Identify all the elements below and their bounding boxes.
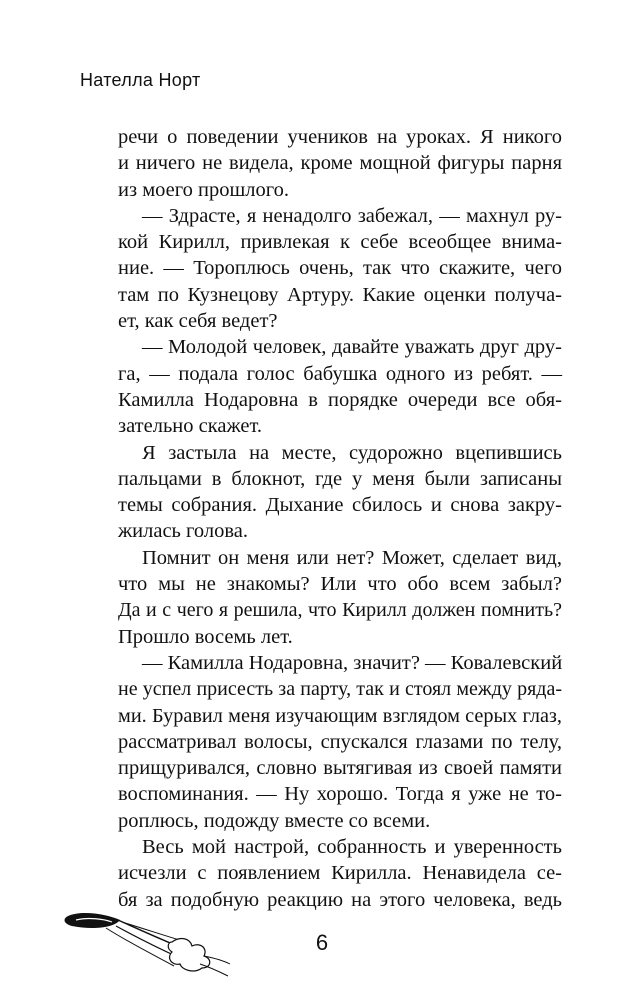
running-head-author: Нателла Норт bbox=[80, 70, 201, 90]
text-line: ние. — Тороплюсь очень, так что скажите, чего bbox=[118, 257, 562, 280]
page-body-text bbox=[118, 124, 562, 913]
text-line: и ничего не видела, кроме мощной фигуры парня bbox=[118, 152, 562, 175]
text-line: Камилла Нодаровна в порядке очереди все обя- bbox=[118, 388, 562, 411]
text-line: прищуривался, словно вытягивая из своей памяти bbox=[118, 757, 562, 780]
text-line: воспоминания. — Ну хорошо. Тогда я уже не то- bbox=[118, 783, 562, 806]
text-line: Я застыла на месте, судорожно вцепившись bbox=[142, 441, 562, 464]
text-line: Весь мой настрой, собранность и уверенность bbox=[142, 836, 562, 859]
text-line: ми. Буравил меня изучающим взглядом серых глаз, bbox=[118, 704, 562, 727]
text-line: пальцами в блокнот, где у меня были записаны bbox=[118, 467, 562, 490]
text-line: исчезли с появлением Кирилла. Ненавидела се- bbox=[118, 862, 562, 885]
text-line: — Камилла Нодаровна, значит? — Ковалевский bbox=[142, 651, 563, 674]
text-line: бя за подобную реакцию на этого человека, ведь bbox=[118, 888, 562, 911]
text-line: — Здрасте, я ненадолго забежал, — махнул ру- bbox=[142, 204, 562, 227]
text-line: жилась голова. bbox=[118, 520, 249, 543]
text-line: Да и с чего я решила, что Кирилл должен помнить? bbox=[118, 599, 562, 622]
text-line: га, — подала голос бабушка одного из ребят. — bbox=[118, 362, 562, 385]
text-line: что мы не знакомы? Или что обо всем забыл? bbox=[118, 573, 562, 596]
text-line: там по Кузнецову Артуру. Какие оценки получа- bbox=[118, 283, 562, 306]
text-line: — Молодой человек, давайте уважать друг дру- bbox=[142, 336, 562, 359]
text-line: речи о поведении учеников на уроках. Я никого bbox=[118, 126, 562, 148]
text-line: не успел присесть за парту, так и стоял между ряда- bbox=[118, 678, 562, 701]
text-line: кой Кирилл, привлекая к себе всеобщее внима- bbox=[118, 231, 562, 254]
comet-ornament-icon bbox=[62, 908, 232, 978]
text-line: роплюсь, подожду вместе со всеми. bbox=[118, 809, 431, 832]
text-line: Помнит он меня или нет? Может, сделает вид, bbox=[142, 546, 562, 569]
page-number: 6 bbox=[315, 930, 329, 955]
text-line: ет, как себя ведет? bbox=[118, 310, 278, 333]
text-line: из моего прошлого. bbox=[118, 178, 290, 201]
text-line: темы собрания. Дыхание сбилось и снова закру- bbox=[118, 494, 562, 517]
text-line: зательно скажет. bbox=[118, 415, 263, 438]
text-line: рассматривал волосы, спускался глазами по телу, bbox=[118, 730, 562, 753]
text-line: Прошло восемь лет. bbox=[118, 625, 293, 648]
